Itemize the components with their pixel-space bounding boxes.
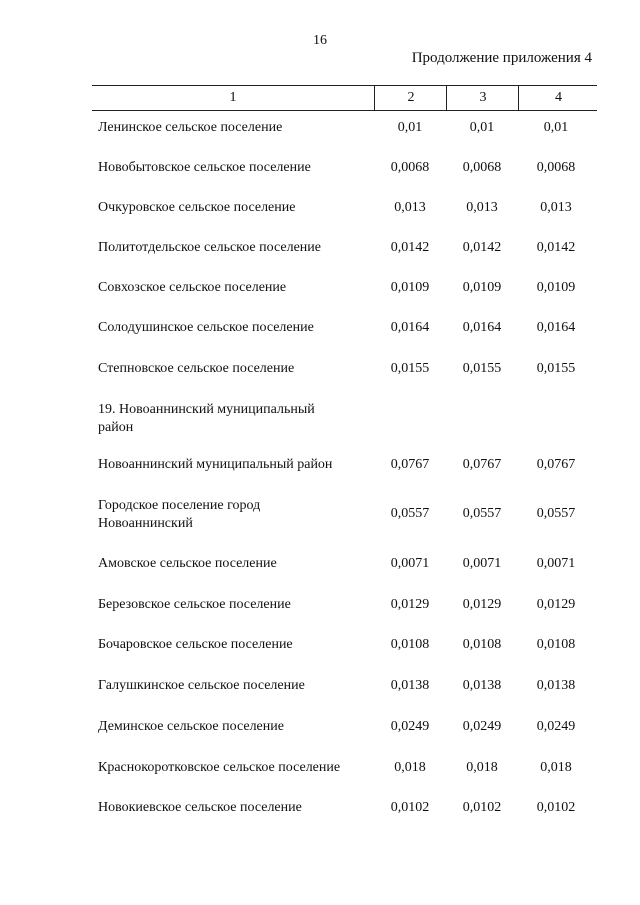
value-col-3: 0,0102 (462, 800, 502, 815)
value-col-4: 0,0108 (536, 637, 576, 652)
value-col-3: 0,0155 (462, 361, 502, 376)
value-col-2: 0,0767 (390, 457, 430, 472)
value-col-4: 0,0557 (536, 506, 576, 521)
value-col-4: 0,0767 (536, 457, 576, 472)
value-col-3: 0,0249 (462, 719, 502, 734)
settlement-name: Степновское сельское поселение (98, 361, 295, 376)
value-col-4: 0,0102 (536, 800, 576, 815)
settlement-name: Новоаннинский муниципальный район (98, 457, 333, 472)
column-header-4: 4 (518, 86, 598, 110)
value-col-4: 0,0138 (536, 678, 576, 693)
settlement-name: Ленинское сельское поселение (98, 120, 283, 135)
settlement-name-line-2: Новоаннинский (98, 516, 193, 531)
value-col-4: 0,0164 (536, 320, 576, 335)
value-col-3: 0,018 (466, 760, 498, 775)
value-col-2: 0,01 (397, 120, 423, 135)
settlement-name: Солодушинское сельское поселение (98, 320, 314, 335)
value-col-4: 0,0142 (536, 240, 576, 255)
column-header-2: 2 (374, 86, 447, 110)
value-col-4: 0,0068 (536, 160, 576, 175)
value-col-2: 0,013 (394, 200, 426, 215)
value-col-3: 0,0068 (462, 160, 502, 175)
value-col-3: 0,0142 (462, 240, 502, 255)
continuation-caption: Продолжение приложения 4 (411, 50, 592, 66)
page-number: 16 (313, 33, 327, 48)
value-col-4: 0,01 (543, 120, 569, 135)
value-col-2: 0,0068 (390, 160, 430, 175)
column-header-1: 1 (229, 90, 237, 105)
value-col-2: 0,018 (394, 760, 426, 775)
settlement-name: Совхозское сельское поселение (98, 280, 287, 295)
value-col-3: 0,0767 (462, 457, 502, 472)
settlement-name: Березовское сельское поселение (98, 597, 291, 612)
value-col-2: 0,0071 (390, 556, 430, 571)
district-heading (98, 401, 376, 437)
settlement-name: Краснокоротковское сельское поселение (98, 760, 341, 775)
value-col-2: 0,0249 (390, 719, 430, 734)
value-col-3: 0,0129 (462, 597, 502, 612)
value-col-3: 0,0109 (462, 280, 502, 295)
value-col-2: 0,0138 (390, 678, 430, 693)
settlement-name: Новобытовское сельское поселение (98, 160, 311, 175)
value-col-4: 0,018 (540, 760, 572, 775)
value-col-4: 0,0109 (536, 280, 576, 295)
value-col-4: 0,0155 (536, 361, 576, 376)
value-col-2: 0,0557 (390, 506, 430, 521)
column-header-3: 3 (446, 86, 519, 110)
value-col-4: 0,0129 (536, 597, 576, 612)
value-col-2: 0,0164 (390, 320, 430, 335)
value-col-3: 0,0138 (462, 678, 502, 693)
district-heading-line-1: 19. Новоаннинский муниципальный (98, 402, 315, 417)
value-col-2: 0,0109 (390, 280, 430, 295)
value-col-3: 0,0164 (462, 320, 502, 335)
settlement-name: Деминское сельское поселение (98, 719, 284, 734)
settlement-name: Очкуровское сельское поселение (98, 200, 296, 215)
value-col-2: 0,0129 (390, 597, 430, 612)
value-col-4: 0,013 (540, 200, 572, 215)
settlement-name: Новокиевское сельское поселение (98, 800, 302, 815)
district-heading-line-2: район (98, 420, 134, 435)
value-col-3: 0,013 (466, 200, 498, 215)
value-col-2: 0,0108 (390, 637, 430, 652)
settlement-name (98, 497, 376, 533)
value-col-3: 0,01 (469, 120, 495, 135)
value-col-3: 0,0557 (462, 506, 502, 521)
value-col-4: 0,0249 (536, 719, 576, 734)
settlement-name-line-1: Городское поселение город (98, 498, 261, 513)
value-col-2: 0,0155 (390, 361, 430, 376)
settlement-name: Галушкинское сельское поселение (98, 678, 305, 693)
value-col-2: 0,0102 (390, 800, 430, 815)
settlement-name: Бочаровское сельское поселение (98, 637, 293, 652)
value-col-4: 0,0071 (536, 556, 576, 571)
value-col-2: 0,0142 (390, 240, 430, 255)
settlement-name: Амовское сельское поселение (98, 556, 277, 571)
value-col-3: 0,0071 (462, 556, 502, 571)
value-col-3: 0,0108 (462, 637, 502, 652)
settlement-name: Политотдельское сельское поселение (98, 240, 321, 255)
table-header-row (92, 85, 597, 111)
